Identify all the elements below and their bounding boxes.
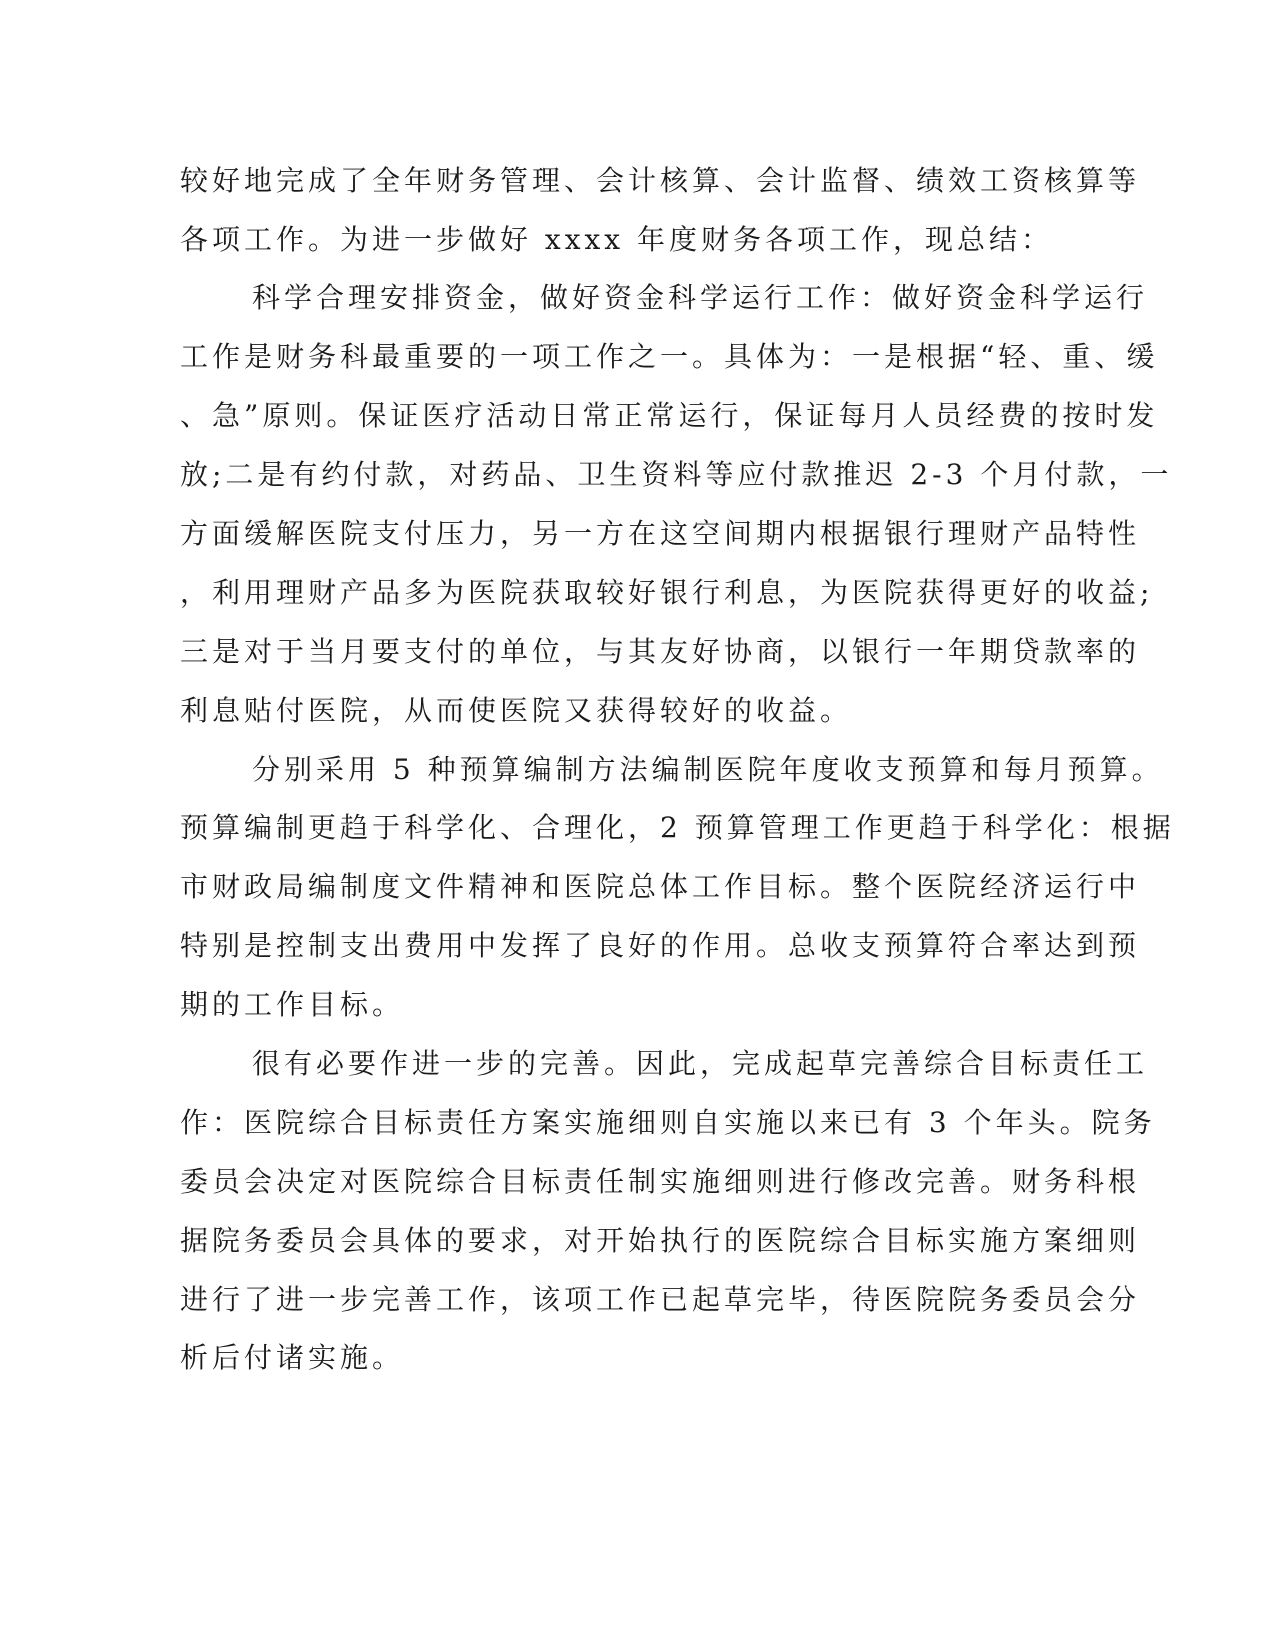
text-line-content: 进行了进一步完善工作，该项工作已起草完毕，待医院院务委员会分 — [180, 1283, 1141, 1316]
text-line — [0, 396, 1275, 436]
text-line — [0, 632, 1275, 672]
text-line-content: 、急”原则。保证医疗活动日常正常运行，保证每月人员经费的按时发 — [180, 399, 1159, 432]
text-line-content: 期的工作目标。 — [180, 988, 405, 1021]
text-line — [0, 278, 1275, 318]
text-line — [0, 1103, 1275, 1143]
text-line — [0, 220, 1275, 260]
text-line — [0, 337, 1275, 377]
text-line — [0, 1221, 1275, 1261]
text-line-content: 方面缓解医院支付压力，另一方在这空间期内根据银行理财产品特性 — [180, 517, 1141, 550]
text-line — [0, 1338, 1275, 1378]
text-line — [0, 926, 1275, 966]
text-line-content: 工作是财务科最重要的一项工作之一。具体为：一是根据“轻、重、缓 — [180, 340, 1159, 373]
text-line-content: 分别采用 5 种预算编制方法编制医院年度收支预算和每月预算。 — [252, 753, 1164, 786]
text-line-content: ，利用理财产品多为医院获取较好银行利息，为医院获得更好的收益; — [180, 576, 1154, 609]
text-line-content: 特别是控制支出费用中发挥了良好的作用。总收支预算符合率达到预 — [180, 929, 1141, 962]
text-line-content: 市财政局编制度文件精神和医院总体工作目标。整个医院经济运行中 — [180, 870, 1141, 903]
text-line — [0, 808, 1275, 848]
text-line — [0, 1280, 1275, 1320]
text-line-content: 委员会决定对医院综合目标责任制实施细则进行修改完善。财务科根 — [180, 1165, 1141, 1198]
text-line — [0, 691, 1275, 731]
text-line — [0, 1162, 1275, 1202]
text-line — [0, 867, 1275, 907]
text-line-content: 很有必要作进一步的完善。因此，完成起草完善综合目标责任工 — [252, 1047, 1149, 1080]
text-line-content: 科学合理安排资金，做好资金科学运行工作：做好资金科学运行 — [252, 281, 1149, 314]
text-line-content: 作：医院综合目标责任方案实施细则自实施以来已有 3 个年头。院务 — [180, 1106, 1156, 1139]
text-line-content: 各项工作。为进一步做好 xxxx 年度财务各项工作，现总结： — [180, 223, 1053, 256]
text-line-content: 放;二是有约付款，对药品、卫生资料等应付款推迟 2-3 个月付款，一 — [180, 458, 1173, 491]
text-line-content: 利息贴付医院，从而使医院又获得较好的收益。 — [180, 694, 853, 727]
text-line — [0, 514, 1275, 554]
text-line-content: 三是对于当月要支付的单位，与其友好协商，以银行一年期贷款率的 — [180, 635, 1141, 668]
text-line — [0, 1044, 1275, 1084]
text-line — [0, 455, 1275, 495]
text-line — [0, 985, 1275, 1025]
text-line — [0, 573, 1275, 613]
text-line-content: 据院务委员会具体的要求，对开始执行的医院综合目标实施方案细则 — [180, 1224, 1141, 1257]
text-line — [0, 750, 1275, 790]
text-line-content: 析后付诸实施。 — [180, 1341, 405, 1374]
text-line-content: 预算编制更趋于科学化、合理化，2 预算管理工作更趋于科学化：根据 — [180, 811, 1175, 844]
text-line — [0, 161, 1275, 201]
text-line-content: 较好地完成了全年财务管理、会计核算、会计监督、绩效工资核算等 — [180, 164, 1141, 197]
